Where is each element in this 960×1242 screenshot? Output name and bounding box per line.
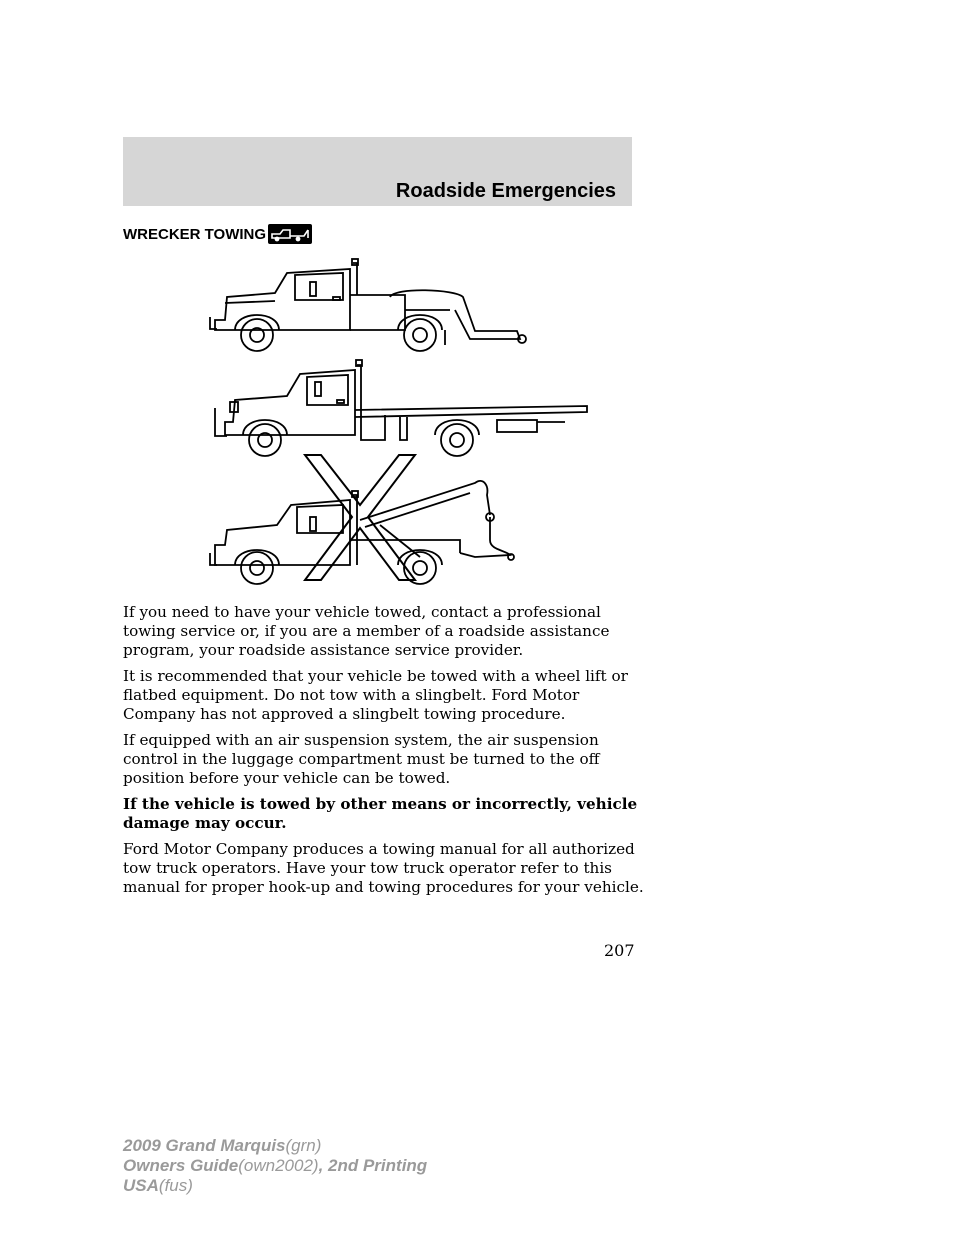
section-heading bbox=[123, 224, 312, 244]
slingbelt-truck bbox=[210, 481, 514, 584]
body-text bbox=[123, 603, 653, 904]
page-header-title: Roadside Emergencies bbox=[395, 180, 616, 202]
footer-model: 2009 Grand Marquis bbox=[123, 1136, 286, 1155]
footer-printing: , 2nd Printing bbox=[318, 1156, 428, 1175]
paragraph-contact-towing: If you need to have your vehicle towed, contact a professional towing service or, if you are a member of a roadside assistance program, your roadside assistance service provider. bbox=[123, 603, 610, 659]
paragraph-towing-manual: Ford Motor Company produces a towing manual for all authorized tow truck operators. Have your tow truck operator refer to this manual for proper hook-up and towing procedures for your vehicle. bbox=[123, 840, 644, 896]
paragraph-recommended-method: It is recommended that your vehicle be towed with a wheel lift or flatbed equipment. Do not tow with a slingbelt. Ford Motor Company has not approved a slingbelt towing procedure. bbox=[123, 667, 628, 723]
footer-imprint bbox=[123, 1136, 427, 1196]
section-heading-text: WRECKER TOWING bbox=[123, 225, 267, 243]
flatbed-truck bbox=[215, 360, 587, 456]
paragraph-air-suspension: If equipped with an air suspension system, the air suspension control in the luggage compartment must be turned to the off position before your vehicle can be towed. bbox=[123, 731, 600, 787]
footer-market: USA bbox=[123, 1176, 159, 1195]
footer-market-code: (fus) bbox=[158, 1176, 193, 1195]
footer-guide: Owners Guide bbox=[123, 1156, 239, 1175]
page-number: 207 bbox=[604, 941, 635, 960]
wheel-lift-truck bbox=[210, 259, 526, 351]
paragraph-damage-warning: If the vehicle is towed by other means or incorrectly, vehicle damage may occur. bbox=[123, 795, 638, 832]
tow-truck-icon bbox=[268, 224, 312, 244]
towing-illustration bbox=[205, 255, 605, 595]
footer-line-1 bbox=[123, 1136, 427, 1156]
footer-line-3 bbox=[123, 1176, 427, 1196]
header-band bbox=[123, 137, 632, 206]
footer-model-code: (grn) bbox=[285, 1136, 322, 1155]
footer-line-2 bbox=[123, 1156, 427, 1176]
footer-guide-code: (own2002) bbox=[238, 1156, 319, 1175]
